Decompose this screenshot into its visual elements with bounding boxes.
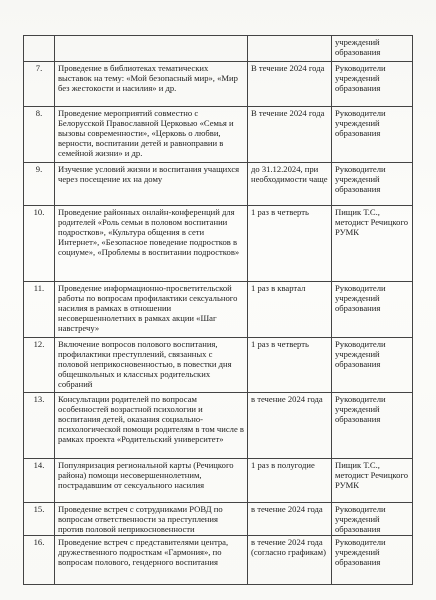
row-term: В течение 2024 года <box>248 62 332 107</box>
row-responsible: Руководители учреждений образования <box>332 503 413 536</box>
row-number: 13. <box>24 393 55 459</box>
row-event <box>55 36 248 62</box>
table-row <box>24 393 413 459</box>
row-responsible: Руководители учреждений образования <box>332 163 413 206</box>
row-responsible: учреждений образования <box>332 36 413 62</box>
row-term: 1 раз в полугодие <box>248 459 332 503</box>
row-responsible: Руководители учреждений образования <box>332 282 413 338</box>
row-term: В течение 2024 года <box>248 107 332 163</box>
row-term: в течение 2024 года <box>248 393 332 459</box>
table-row <box>24 62 413 107</box>
plan-table <box>23 35 413 585</box>
row-number: 9. <box>24 163 55 206</box>
row-term: 1 раз в квартал <box>248 282 332 338</box>
table-row <box>24 107 413 163</box>
row-number: 15. <box>24 503 55 536</box>
row-event: Включение вопросов полового воспитания, профилактики преступлений, связанных с половой неприкосновенностью, в повестки дня общешкольных и классных родительских собраний <box>55 338 248 393</box>
row-event: Проведение информационно-просветительской работы по вопросам профилактики сексуального насилия в рамках в отношении несовершеннолетних в рамках акции «Шаг навстречу» <box>55 282 248 338</box>
row-responsible: Руководители учреждений образования <box>332 107 413 163</box>
table-row <box>24 36 413 62</box>
row-number: 10. <box>24 206 55 282</box>
row-responsible: Пищик Т.С., методист Речицкого РУМК <box>332 459 413 503</box>
row-number: 11. <box>24 282 55 338</box>
table-row <box>24 206 413 282</box>
row-responsible: Пищик Т.С., методист Речицкого РУМК <box>332 206 413 282</box>
row-responsible: Руководители учреждений образования <box>332 338 413 393</box>
row-term: до 31.12.2024, при необходимости чаще <box>248 163 332 206</box>
row-event: Проведение районных онлайн-конференций для родителей «Роль семьи в половом воспитании подростков», «Культура общения в сети Интернет», «Безопасное поведение подростков в социуме», «Проблемы в воспитании подростков» <box>55 206 248 282</box>
row-responsible: Руководители учреждений образования <box>332 393 413 459</box>
row-number: 7. <box>24 62 55 107</box>
table-row <box>24 503 413 536</box>
row-number: 12. <box>24 338 55 393</box>
row-number: 14. <box>24 459 55 503</box>
row-number: 8. <box>24 107 55 163</box>
row-term: в течение 2024 года <box>248 503 332 536</box>
row-event: Популяризация региональной карты (Речицкого района) помощи несовершеннолетним, пострадавшим от сексуального насилия <box>55 459 248 503</box>
table-row <box>24 536 413 585</box>
row-responsible: Руководители учреждений образования <box>332 62 413 107</box>
table-row <box>24 163 413 206</box>
row-event: Проведение в библиотеках тематических выставок на тему: «Мой безопасный мир», «Мир без жестокости и насилия» и др. <box>55 62 248 107</box>
row-responsible: Руководители учреждений образования <box>332 536 413 585</box>
row-event: Проведение мероприятий совместно с Белорусской Православной Церковью «Семья и вызовы современности», «Церковь о любви, верности, воспитании детей и равноправии в семейной жизни» и др. <box>55 107 248 163</box>
row-number: 16. <box>24 536 55 585</box>
table-row <box>24 282 413 338</box>
row-term <box>248 36 332 62</box>
row-term: 1 раз в четверть <box>248 206 332 282</box>
row-event: Изучение условий жизни и воспитания учащихся через посещение их на дому <box>55 163 248 206</box>
row-term: в течение 2024 года (согласно графикам) <box>248 536 332 585</box>
row-term: 1 раз в четверть <box>248 338 332 393</box>
table-row <box>24 459 413 503</box>
table-row <box>24 338 413 393</box>
row-event: Проведение встреч с сотрудниками РОВД по вопросам ответственности за преступления против половой неприкосновенности <box>55 503 248 536</box>
row-event: Консультации родителей по вопросам особенностей возрастной психологии и воспитания детей, оказания социально-психологической помощи родителям в том числе в рамках проекта «Родительский университет» <box>55 393 248 459</box>
row-event: Проведение встреч с представителями центра, дружественного подросткам «Гармония», по вопросам полового, гендерного воспитания <box>55 536 248 585</box>
row-number <box>24 36 55 62</box>
